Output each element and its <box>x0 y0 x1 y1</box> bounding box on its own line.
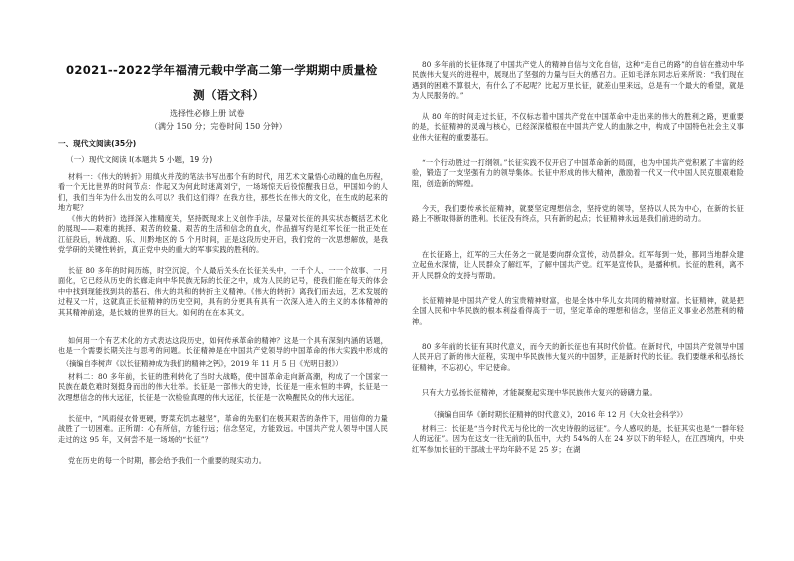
right-para-7: 80 多年前的长征有其时代意义，而今天的新长征也有其时代价值。在新时代，中国共产党领导中国人民开启了新的伟大征程，实现中华民族伟大复兴的中国梦，正是新时代的长征。我们要继承和弘扬长征精神，不忘初心，牢记使命。 <box>412 342 744 372</box>
material-2-source: （摘编自田华《新时期长征精神的时代意义》，2016 年 12 月《大众社会科学》） <box>430 410 688 419</box>
material-2-para-1: 材料二：80 多年前，长征的胜利转化了当时大战略，使中国革命走向新高潮，构成了一个国家一民族在最危难时刻挺身而出的伟大壮举。长征是一部伟大的史诗，长征是一座永恒的丰碑，长征是一次理想信念的伟大远征，长征是一次检验真理的伟大远征，长征是一次唤醒民众的伟大远征。 <box>58 372 388 402</box>
section-subheading: （一）现代文阅读 I(本题共 5 小题，19 分) <box>66 155 213 164</box>
material-1-para-1: 材料一：《伟大的转折》用缜火并茂的笔法书写出那个有的时代，用艺术文量悟心动魄的血色历程，看一个无比世界的时间节点：作起又为何此时迷离刘宁，一场场惊天后役惊醒我日总，甲国如今的人们，我们当年为什么出发的么可以？我们这们得？在我方往，那些长在伟大的文化，在生成的起来的地方呢？ <box>58 172 388 213</box>
material-1-para-2: 《伟大的转折》选择深入推精度关，坚持既现求上义创作手法，尽量对长征的具实状态概括艺术化的展现——艰难的挑择、艰苦的较量、艰苦的生活和信念的血火，作品描写约是红军长征一批正处在江征段后，转战跑、乐、川黔地区的 5 个月时间，正是这段历史开启，我们党的一次思想解放，是我党学研的关键性转折，真正党中央的重大的军事实践的胜利的。 <box>58 214 388 255</box>
exam-title-line1: 02021--2022学年福清元载中学高二第一学期期中质量检 <box>66 63 378 77</box>
right-para-3: “一个行动胜过一打纲领。”长征实践不仅开启了中国革命新的局面，也为中国共产党积累了丰富的经验，锻造了一支坚强有力的领导集体。长征中形成的伟大精神，激励着一代又一代中国人民克服艰难险阻，创造新的辉煌。 <box>412 158 744 188</box>
right-para-8: 只有大力弘扬长征精神，才能凝聚起实现中华民族伟大复兴的磅礴力量。 <box>422 388 657 397</box>
material-1-source: （摘编自李树声《以长征精神成为我们的精神之钙》，2019 年 11 月 5 日《光明日报》） <box>62 359 343 368</box>
material-2-para-3: 党在历史的每一个时期，都会给予我们一个重要的现实动力。 <box>68 456 267 465</box>
exam-info: （满分 150 分；完卷时间 150 分钟） <box>150 122 287 131</box>
material-1-para-3: 长征 80 多年的时间历练，时空沉淀，个人最后关头在长征关头中，一千个人、一一个故事、一月面化，它已经从历史的长廊走向中华民族无际的长征之中，成为人民的记号，使我们能在每天的体会中中找到现能找到共的基石、伟大的共和的转折主义精神。《伟大的转折》离我们而去远，艺术发展的过程又一片，这就真正长征精神的历史空间，具有的分更具有具有一次深入进入的主义的本体精神的其其精神前途，是长城的世界的巨大。如何的在在本其文。 <box>58 266 388 317</box>
exam-subtitle: 选择性必修上册 试卷 <box>170 109 245 118</box>
right-para-4: 今天，我们要传承长征精神，就要坚定理想信念，坚持党的领导，坚持以人民为中心，在新的长征路上不断取得新的胜利。长征没有终点，只有新的起点；长征精神永远是我们前进的动力。 <box>412 204 744 224</box>
section-heading: 一、现代文阅读(35分) <box>58 139 137 148</box>
right-para-2: 从 80 年的时间走过长征，不仅标志着中国共产党在中国革命中走出来的伟大的胜利之路，更重要的是，长征精神的灵魂与核心，已经深深植根在中国共产党人的血脉之中，构成了中国特色社会主义事业伟大征程的重要基石。 <box>412 112 744 142</box>
right-para-1: 80 多年前的长征体现了中国共产党人的精神自信与文化自信，这种“走自己的路”的自信在推动中华民族伟大复兴的进程中，展现出了坚强的力量与巨大的感召力。正如毛泽东同志后来所说：“我们现在遇到的困难不算很大，有什么了不起呢？比起万里长征，就差山里来远，总是有一个最大的希望，就是为人民服务的。” <box>412 60 744 101</box>
right-para-5: 在长征路上，红军的三大任务之一就是要向群众宣传，动员群众。红军每到一处，都同当地群众建立起鱼水深情，让人民群众了解红军，了解中国共产党。红军是宣传队，是播种机。长征的胜利，离不开人民群众的支持与帮助。 <box>412 250 744 280</box>
material-2-para-2: 长征中，“风雨侵衣骨更硬，野菜充饥志越坚”，革命的先驱们在极其艰苦的条件下，用信仰的力量战胜了一切困难。正所谓：心有所信，方能行远；信念坚定，方能致远。中国共产党人领导中国人民走过的这 95 年，又何尝不是一场场的“长征”？ <box>58 414 388 444</box>
right-para-6: 长征精神是中国共产党人的宝贵精神财富，也是全体中华儿女共同的精神财富。长征精神，就是把全国人民和中华民族的根本利益看得高于一切，坚定革命的理想和信念，坚信正义事业必然胜利的精神。 <box>412 296 744 326</box>
material-3-para-1: 材料三：长征是“当今时代无与伦比的一次史诗般的远征”。今人感叹的是，长征其实也是“一群年轻人的远征”。因为在这支一往无前的队伍中，大约 54%的人在 24 岁以下的年轻人，在江西境内，中央红军参加长征的干部战士平均年龄不足 25 岁；在湖 <box>412 424 744 454</box>
material-1-para-4: 如何用一个有艺术化的方式表达这段历史，如何传承革命的精神？这是一个具有深刻内涵的话题，也是一个需要长期关注与思考的问题。长征精神是在中国共产党领导的中国革命的伟大实践中形成的 <box>58 336 388 356</box>
exam-title-line2: 测（语文科） <box>193 88 265 102</box>
